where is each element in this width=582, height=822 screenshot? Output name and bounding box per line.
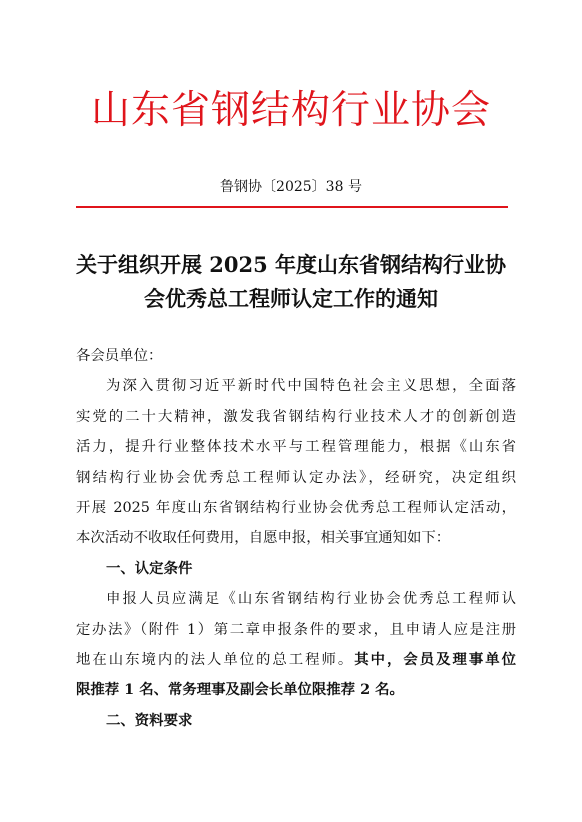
para1-line-1: 为深入贯彻习近平新时代中国特色社会主义思想，全面落 — [106, 378, 516, 395]
para1-line-6: 本次活动不收取任何费用，自愿申报，相关事宜通知如下： — [76, 530, 451, 547]
notice-title-line-1: 关于组织开展 2025 年度山东省钢结构行业协 — [75, 252, 507, 277]
para1-line-5: 开展 2025 年度山东省钢结构行业协会优秀总工程师认定活动， — [76, 499, 516, 516]
notice-title — [60, 248, 522, 316]
section1-line-2: 定办法》（附件 1）第二章申报条件的要求，且申请人应是注册 — [76, 621, 516, 638]
notice-title-line-2: 会优秀总工程师认定工作的通知 — [144, 286, 438, 311]
section1-heading: 一、认定条件 — [106, 559, 193, 577]
para1-line-4: 钢结构行业协会优秀总工程师认定办法》，经研究，决定组织 — [76, 469, 516, 486]
section1-line-1: 申报人员应满足《山东省钢结构行业协会优秀总工程师认 — [106, 591, 516, 608]
section1-line-3-normal: 地在山东境内的法人单位的总工程师。 — [76, 651, 355, 668]
section2-heading: 二、资料要求 — [106, 711, 193, 729]
organization-header: 山东省钢结构行业协会 — [90, 88, 491, 133]
para1-line-3: 活力，提升行业整体技术水平与工程管理能力，根据《山东省 — [76, 439, 516, 456]
salutation: 各会员单位： — [76, 348, 163, 364]
notice-body — [76, 341, 516, 736]
section1-line-4: 限推荐 1 名、常务理事及副会长单位限推荐 2 名。 — [76, 681, 404, 699]
section1-line-3 — [76, 645, 516, 675]
red-header-rule — [76, 206, 508, 208]
para1-line-2: 实党的二十大精神，激发我省钢结构行业技术人才的创新创造 — [76, 408, 516, 425]
section1-line-3-bold: 其中，会员及理事单位 — [354, 650, 516, 668]
document-number: 鲁钢协〔2025〕38 号 — [220, 179, 362, 195]
